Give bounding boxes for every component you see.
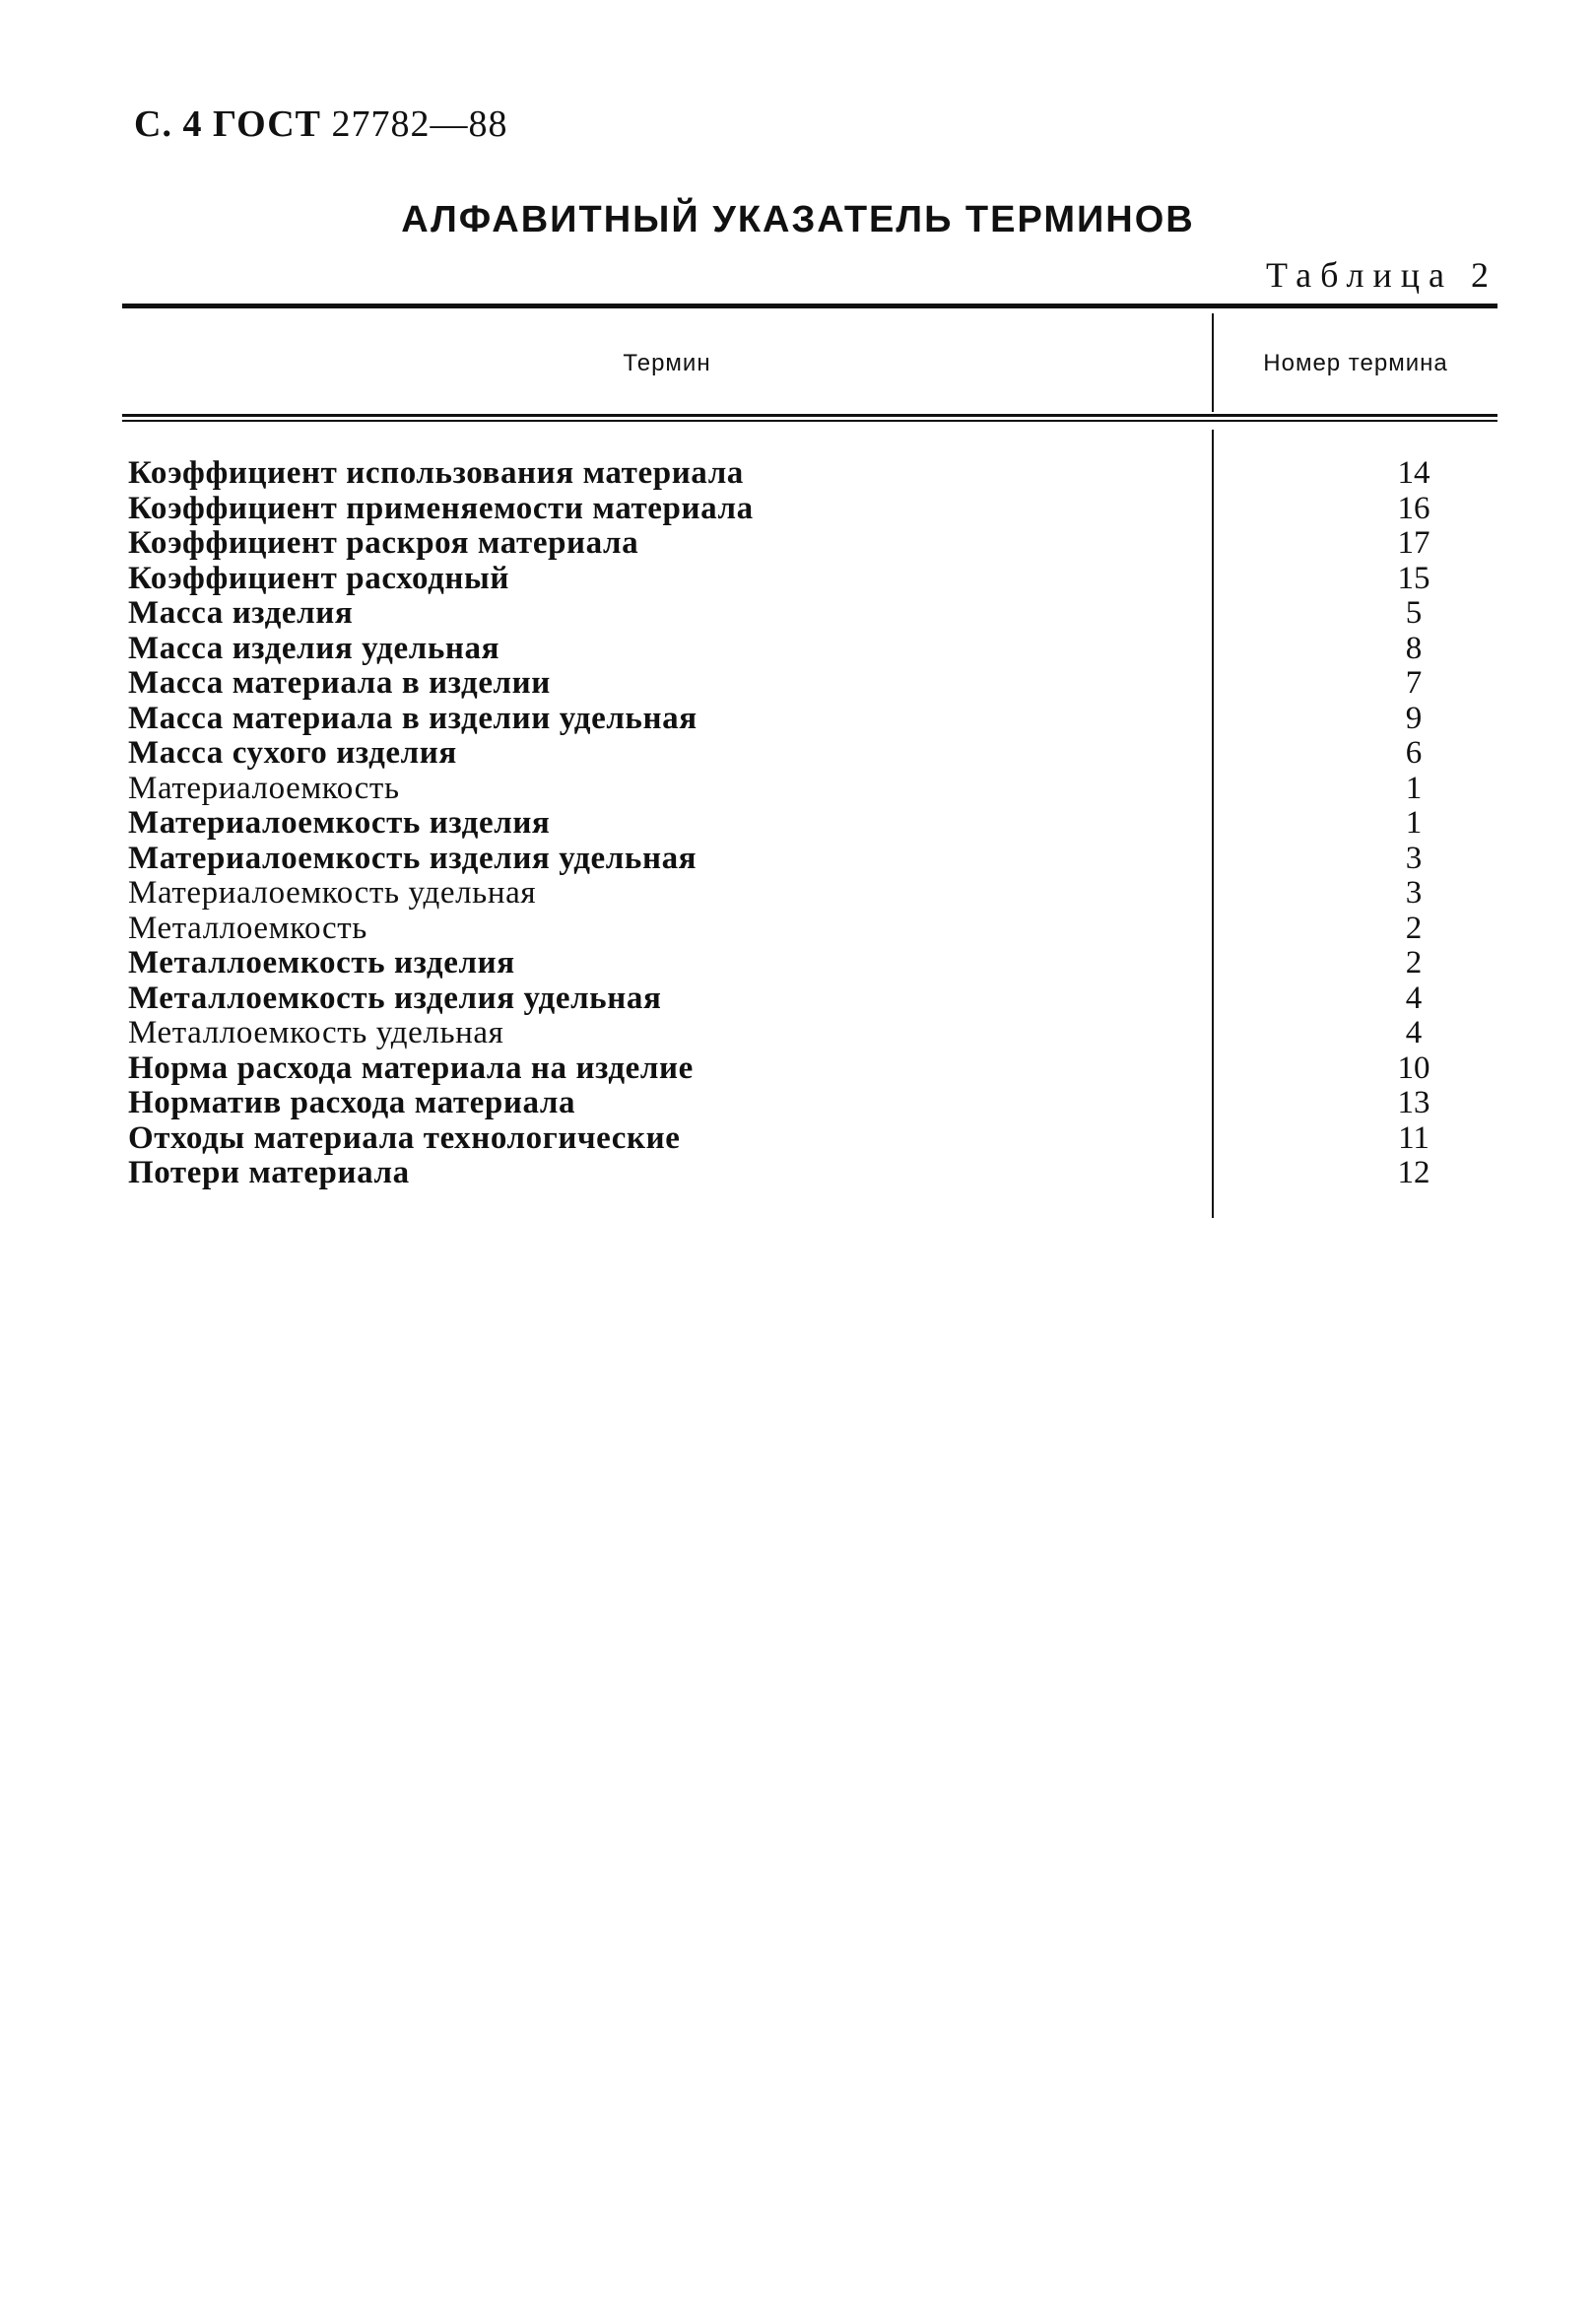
table-row (128, 1086, 1497, 1121)
table-row (128, 632, 1497, 667)
table-row (128, 526, 1497, 562)
number-cell: 1 (1405, 805, 1423, 841)
table-row (128, 1121, 1497, 1157)
term-cell: Коэффициент раскроя материала (128, 525, 639, 561)
term-cell: Норма расхода материала на изделие (128, 1049, 694, 1086)
table-top-rule (122, 304, 1497, 308)
term-cell: Норматив расхода материала (128, 1085, 576, 1120)
column-header-term: Термин (623, 350, 711, 376)
term-cell: Масса материала в изделии удельная (128, 700, 698, 736)
number-cell: 17 (1397, 525, 1430, 561)
table-caption: Таблица 2 (1266, 255, 1497, 295)
term-cell: Отходы материала технологические (128, 1119, 681, 1156)
table-row (128, 1016, 1497, 1051)
table-row (128, 912, 1497, 947)
term-cell: Металлоемкость (128, 910, 367, 946)
number-cell: 2 (1405, 910, 1423, 946)
table-row (128, 772, 1497, 807)
page-title: АЛФАВИТНЫЙ УКАЗАТЕЛЬ ТЕРМИНОВ (401, 199, 1195, 240)
table-row (128, 876, 1497, 912)
table-row (128, 946, 1497, 981)
number-cell: 14 (1397, 455, 1430, 491)
standard-number: 27782—88 (331, 103, 508, 145)
number-cell: 6 (1405, 735, 1423, 771)
table-row (128, 562, 1497, 597)
term-cell: Потери материала (128, 1155, 410, 1190)
term-cell: Материалоемкость изделия удельная (128, 840, 698, 876)
number-cell: 2 (1405, 945, 1423, 981)
term-cell: Масса материала в изделии (128, 665, 551, 701)
number-cell: 4 (1405, 1015, 1423, 1050)
standard-label: ГОСТ (212, 103, 321, 145)
term-cell: Материалоемкость (128, 770, 400, 806)
term-cell: Материалоемкость удельная (128, 875, 537, 911)
number-cell: 7 (1405, 665, 1423, 701)
table-row (128, 1051, 1497, 1087)
number-cell: 13 (1397, 1085, 1430, 1120)
table-row (128, 842, 1497, 877)
table-row (128, 1156, 1497, 1191)
number-cell: 12 (1397, 1155, 1430, 1190)
terms-table-body (128, 456, 1497, 1191)
table-row (128, 736, 1497, 772)
page-header (134, 102, 508, 146)
column-header-number: Номер термина (1263, 350, 1448, 376)
table-row (128, 596, 1497, 632)
number-cell: 3 (1405, 840, 1423, 876)
number-cell: 16 (1397, 490, 1430, 526)
number-cell: 3 (1405, 875, 1423, 911)
term-cell: Коэффициент применяемости материала (128, 490, 754, 526)
page-label: С. 4 (134, 103, 203, 145)
term-cell: Металлоемкость удельная (128, 1015, 504, 1050)
table-row (128, 666, 1497, 702)
table-row (128, 456, 1497, 492)
number-cell: 11 (1398, 1119, 1430, 1156)
header-double-rule-lower (122, 420, 1497, 422)
term-cell: Коэффициент использования материала (128, 455, 744, 491)
term-cell: Коэффициент расходный (128, 560, 510, 596)
number-cell: 8 (1405, 630, 1423, 666)
table-row (128, 702, 1497, 737)
number-cell: 10 (1397, 1049, 1430, 1086)
number-cell: 5 (1405, 595, 1423, 631)
number-cell: 1 (1405, 770, 1423, 806)
number-cell: 15 (1397, 560, 1430, 596)
table-row (128, 981, 1497, 1017)
term-cell: Масса изделия (128, 595, 354, 631)
term-cell: Материалоемкость изделия (128, 805, 551, 841)
term-cell: Масса изделия удельная (128, 630, 500, 666)
number-cell: 9 (1405, 700, 1423, 736)
table-row (128, 806, 1497, 842)
term-cell: Металлоемкость изделия удельная (128, 980, 662, 1016)
number-cell: 4 (1405, 980, 1423, 1016)
header-double-rule-upper (122, 414, 1497, 417)
table-row (128, 492, 1497, 527)
term-cell: Масса сухого изделия (128, 735, 457, 771)
term-cell: Металлоемкость изделия (128, 945, 515, 981)
